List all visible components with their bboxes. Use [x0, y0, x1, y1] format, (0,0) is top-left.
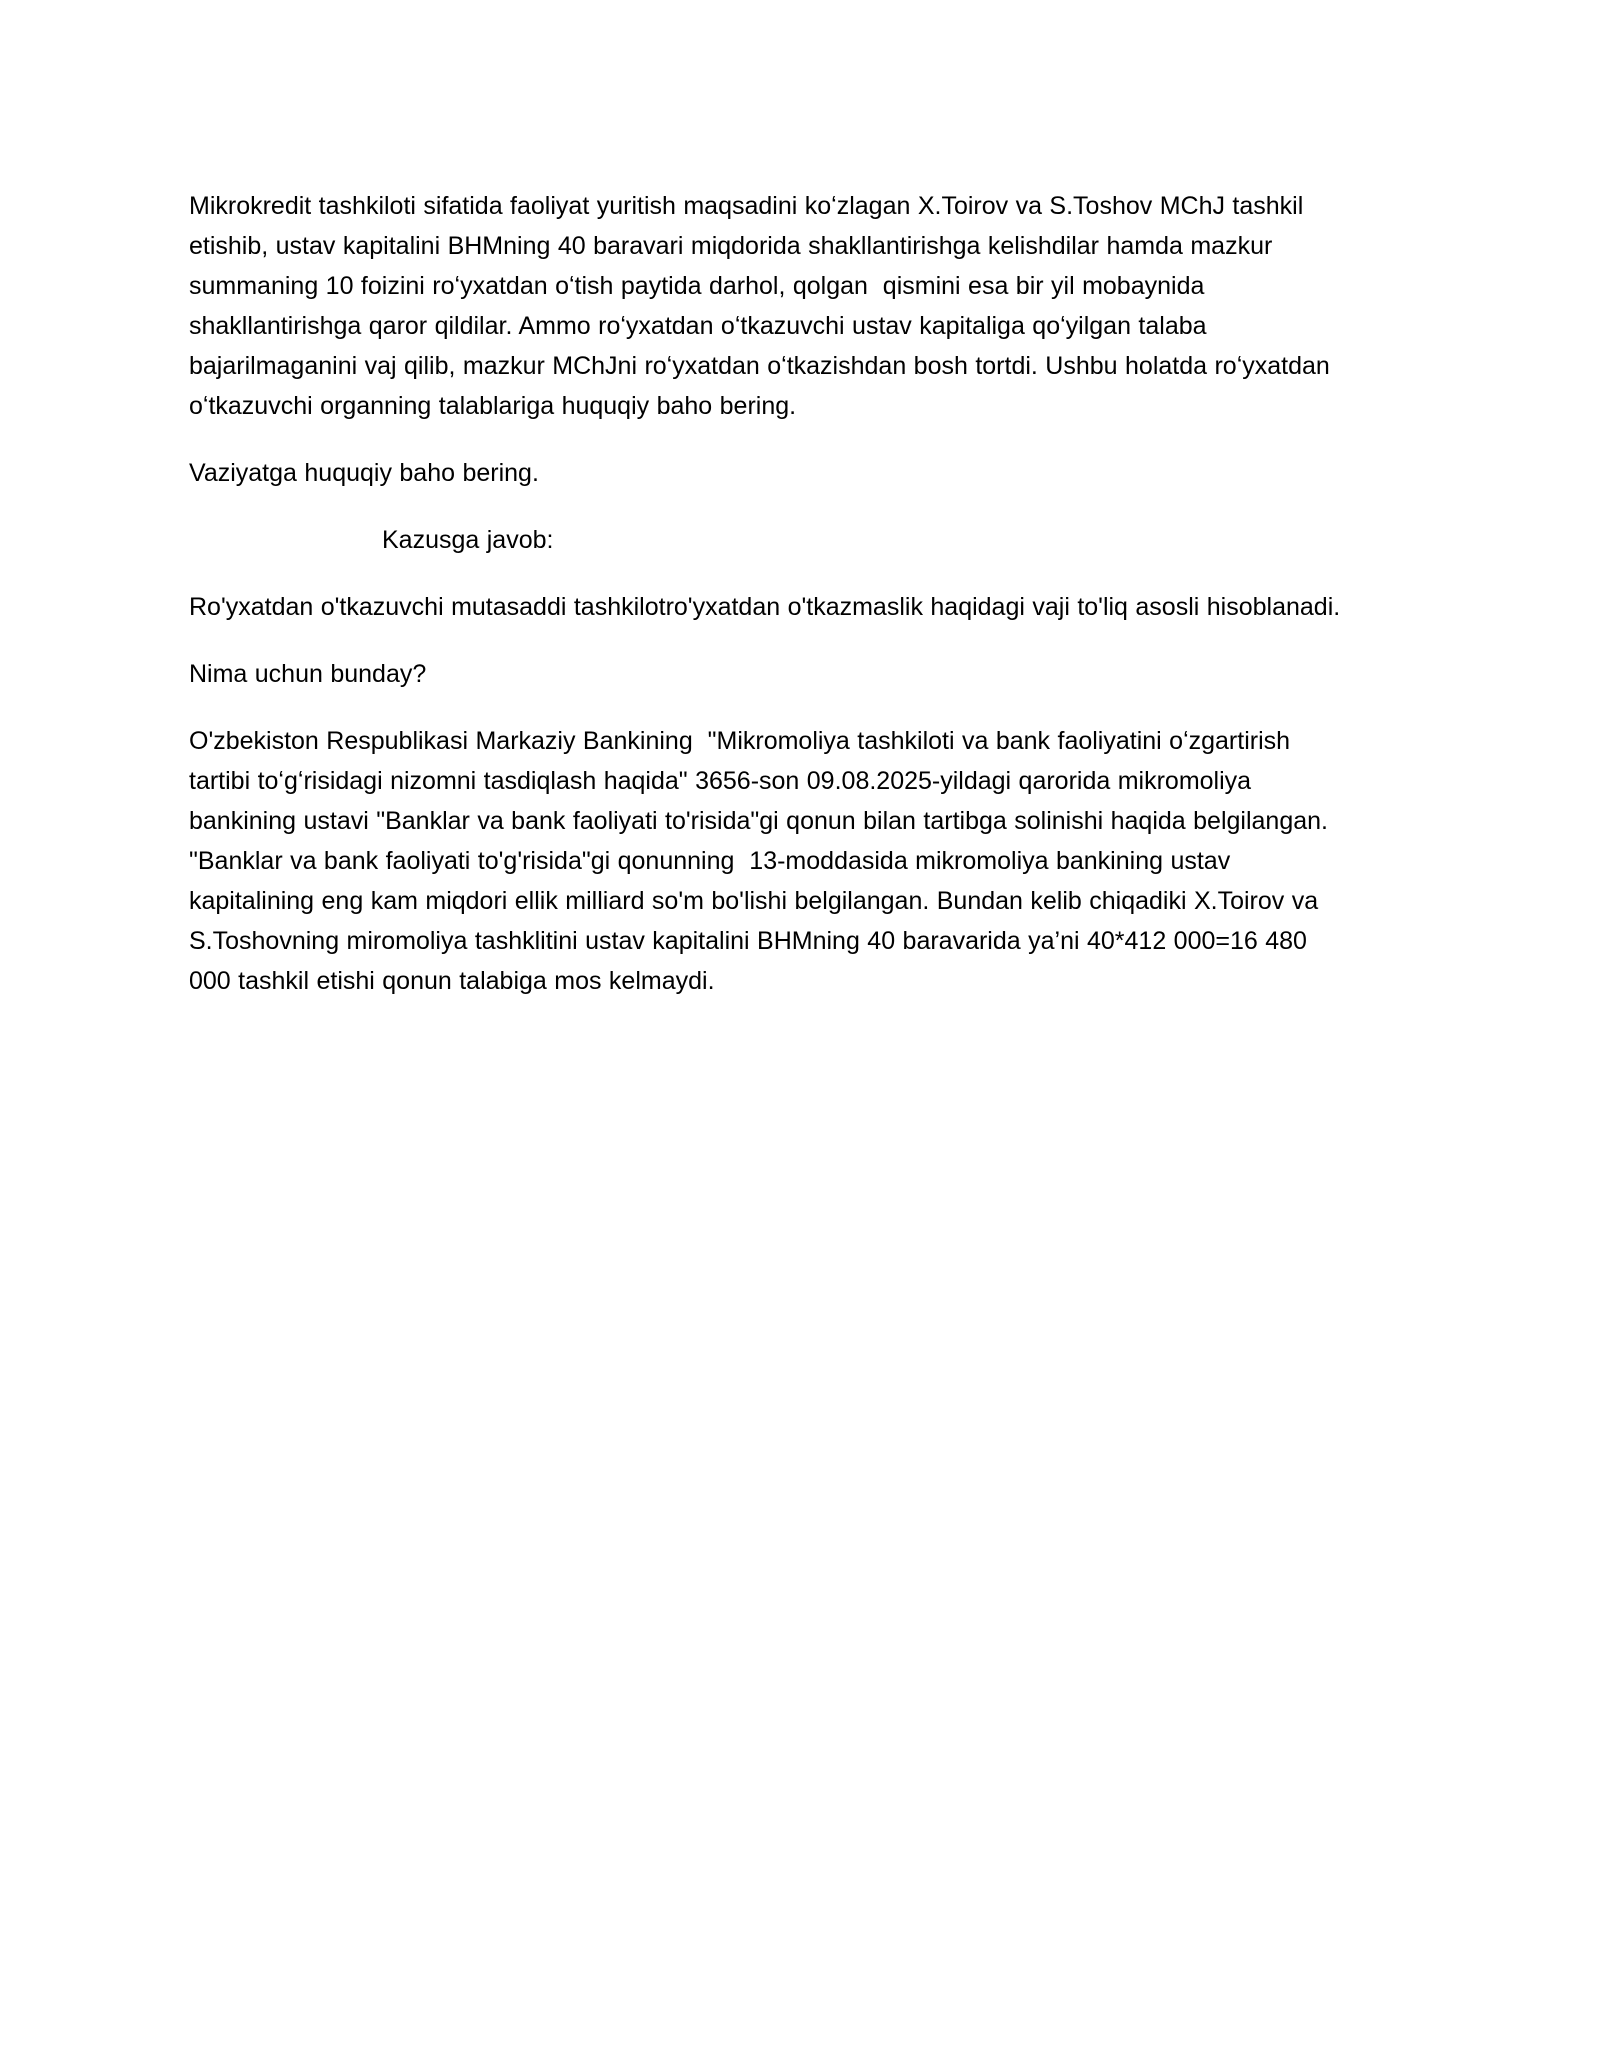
case-line: oʻtkazuvchi organning talablariga huquqiy baho bering.	[189, 392, 797, 420]
task-paragraph	[189, 453, 1417, 493]
case-line: summaning 10 foizini roʻyxatdan oʻtish paytida darhol, qolgan qismini esa bir yil mobaynida	[189, 272, 1205, 300]
explanation-line: "Banklar va bank faoliyati to'g'risida"gi qonunning 13-moddasida mikromoliya bankining ustav	[189, 847, 1231, 875]
explanation-line: bankining ustavi "Banklar va bank faoliyati to'risida"gi qonun bilan tartibga solinishi haqida belgilangan.	[189, 807, 1328, 835]
explanation-line: S.Toshovning miromoliya tashklitini ustav kapitalini BHMning 40 baravarida ya’ni 40*412 000=16 480	[189, 927, 1307, 955]
explanation-line: tartibi toʻgʻrisidagi nizomni tasdiqlash haqida" 3656-son 09.08.2025-yildagi qarorida mikromoliya	[189, 767, 1252, 795]
question-paragraph	[189, 654, 1417, 694]
case-paragraph	[189, 186, 1417, 426]
explanation-paragraph	[189, 721, 1417, 1001]
answer-heading: Kazusga javob:	[382, 526, 554, 554]
explanation-line: kapitalining eng kam miqdori ellik milliard so'm bo'lishi belgilangan. Bundan kelib chiqadiki X.Toirov va	[189, 887, 1319, 915]
question-text: Nima uchun bunday?	[189, 660, 427, 688]
conclusion-paragraph	[189, 587, 1417, 627]
conclusion-text: Ro'yxatdan o'tkazuvchi mutasaddi tashkilotro'yxatdan o'tkazmaslik haqidagi vaji to'liq asosli hisoblanadi.	[189, 593, 1341, 621]
document-body	[189, 186, 1417, 1028]
case-line: etishib, ustav kapitalini BHMning 40 baravari miqdorida shakllantirishga kelishdilar hamda mazkur	[189, 232, 1273, 260]
answer-heading-paragraph	[189, 520, 1417, 560]
case-line: shakllantirishga qaror qildilar. Ammo roʻyxatdan oʻtkazuvchi ustav kapitaliga qoʻyilgan talaba	[189, 312, 1207, 340]
task-text: Vaziyatga huquqiy baho bering.	[189, 459, 539, 487]
explanation-line: 000 tashkil etishi qonun talabiga mos kelmaydi.	[189, 967, 715, 995]
case-line: Mikrokredit tashkiloti sifatida faoliyat yuritish maqsadini koʻzlagan X.Toirov va S.Toshov MChJ tashkil	[189, 192, 1304, 220]
case-line: bajarilmaganini vaj qilib, mazkur MChJni roʻyxatdan oʻtkazishdan bosh tortdi. Ushbu holatda roʻyxatdan	[189, 352, 1330, 380]
explanation-line: O'zbekiston Respublikasi Markaziy Bankining "Mikromoliya tashkiloti va bank faoliyatini oʻzgartirish	[189, 727, 1291, 755]
